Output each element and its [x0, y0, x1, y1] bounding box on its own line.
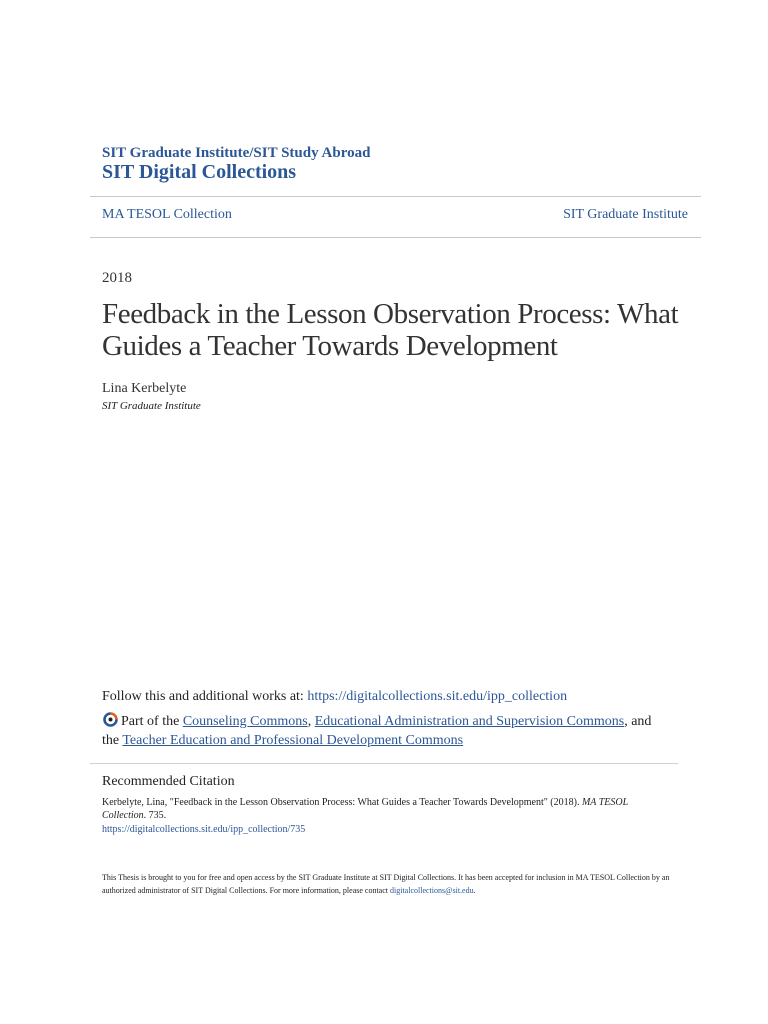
collection-title[interactable]: SIT Digital Collections [102, 161, 297, 183]
open-access-icon [102, 712, 119, 727]
institution-line[interactable]: SIT Graduate Institute/SIT Study Abroad [102, 145, 371, 161]
part-of-disciplines [102, 712, 682, 750]
part-of-prefix: Part of the [121, 714, 183, 729]
counseling-commons-link[interactable]: Counseling Commons [182, 714, 308, 729]
author-affiliation: SIT Graduate Institute [102, 400, 201, 412]
follow-line [102, 689, 567, 705]
citation-heading: Recommended Citation [102, 774, 235, 789]
teacher-education-link[interactable]: Teacher Education and Professional Development Commons [122, 733, 464, 748]
top-divider [90, 196, 701, 197]
follow-label: Follow this and additional works at: [102, 689, 308, 704]
paper-title: Feedback in the Lesson Observation Process: What Guides a Teacher Towards Development [102, 298, 679, 362]
nav-divider [90, 237, 701, 238]
contact-email-link[interactable]: digitalcollections@sit.edu [390, 886, 474, 895]
citation-text [102, 796, 672, 822]
educational-administration-link[interactable]: Educational Administration and Supervision Commons [314, 714, 625, 729]
separator: , [307, 714, 315, 729]
notice-end: . [473, 886, 476, 895]
notice-text: This Thesis is brought to you for free and open access by the SIT Graduate Institute at SIT Digital Collections. It has been accepted for inclusion in MA TESOL Collection by an authorized administrator of SIT Digital Collections. For more information, please contact [102, 873, 670, 895]
collection-url-link[interactable]: https://digitalcollections.sit.edu/ipp_collection [307, 689, 568, 704]
publication-year: 2018 [102, 270, 132, 286]
author-name: Lina Kerbelyte [102, 381, 187, 396]
institution-link[interactable]: SIT Graduate Institute [563, 207, 688, 222]
citation-number: . 735. [143, 810, 167, 821]
series-link[interactable]: MA TESOL Collection [102, 207, 232, 222]
citation-url-link[interactable]: https://digitalcollections.sit.edu/ipp_collection/735 [102, 824, 306, 835]
citation-divider [90, 763, 678, 764]
citation-body: Kerbelyte, Lina, "Feedback in the Lesson Observation Process: What Guides a Teacher Towards Development" (2018). [102, 797, 582, 808]
separator: , and [624, 714, 652, 729]
line2-prefix: the [102, 733, 123, 748]
open-access-notice [102, 871, 677, 897]
citation-series: MA TESOL Collection [102, 797, 628, 821]
